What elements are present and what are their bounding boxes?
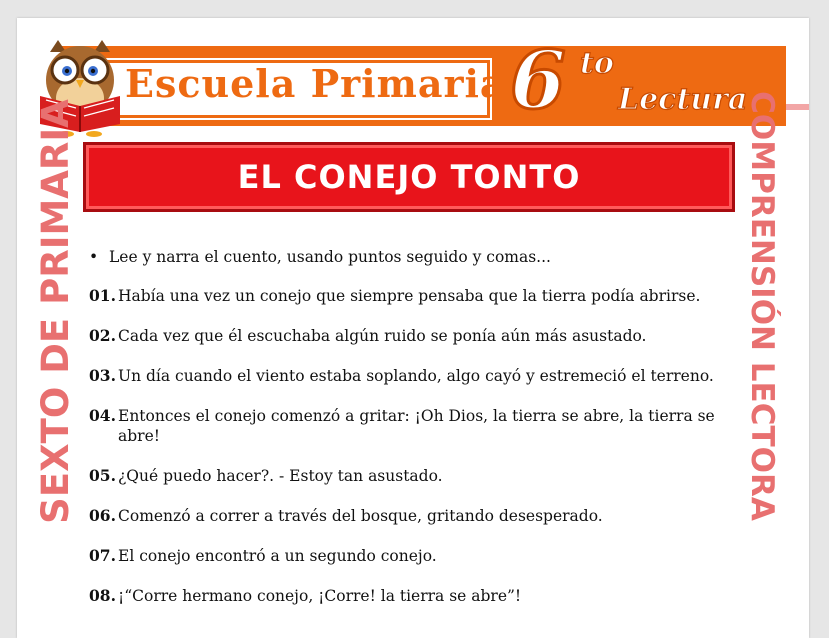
item-text: ¡“Corre hermano conejo, ¡Corre! la tierra se abre”! [118,587,522,605]
list-item [89,506,734,526]
instruction-line [89,247,734,267]
item-number: 03. [89,366,116,385]
grade-suffix: to [580,46,614,81]
side-label-right [738,91,786,521]
item-number: 06. [89,506,116,525]
item-text: Cada vez que él escuchaba algún ruido se ponía aún más asustado. [118,327,647,345]
list-item [89,406,734,446]
header-rule-right [786,104,809,110]
story-content [89,247,734,626]
list-item [89,286,734,306]
item-number: 05. [89,466,116,485]
item-text: Entonces el conejo comenzó a gritar: ¡Oh Dios, la tierra se abre, la tierra se abre! [118,407,715,445]
item-text: ¿Qué puedo hacer?. - Estoy tan asustado. [118,467,443,485]
item-number: 07. [89,546,116,565]
list-item [89,466,734,486]
bullet-icon: • [89,248,99,266]
list-item [89,366,734,386]
side-label-left [30,98,80,524]
instruction-text: Lee y narra el cuento, usando puntos seguido y comas... [109,248,551,266]
school-name: Escuela Primaria [125,61,506,106]
side-label-left-text: SEXTO DE PRIMARIA [33,98,77,524]
list-item [89,326,734,346]
item-number: 08. [89,586,116,605]
grade-number: 6 [510,33,566,127]
document-title: EL CONEJO TONTO [237,158,581,196]
item-number: 01. [89,286,116,305]
side-label-right-text: COMPRENSIÓN LECTORA [744,91,780,521]
subject-label: Lectura [618,82,748,117]
item-number: 02. [89,326,116,345]
list-item [89,586,734,606]
list-item [89,546,734,566]
title-banner [83,142,735,212]
item-text: Comenzó a correr a través del bosque, gritando desesperado. [118,507,603,525]
item-number: 04. [89,406,116,425]
item-text: Había una vez un conejo que siempre pensaba que la tierra podía abrirse. [118,287,701,305]
item-text: Un día cuando el viento estaba soplando, algo cayó y estremeció el terreno. [118,367,714,385]
item-text: El conejo encontró a un segundo conejo. [118,547,437,565]
